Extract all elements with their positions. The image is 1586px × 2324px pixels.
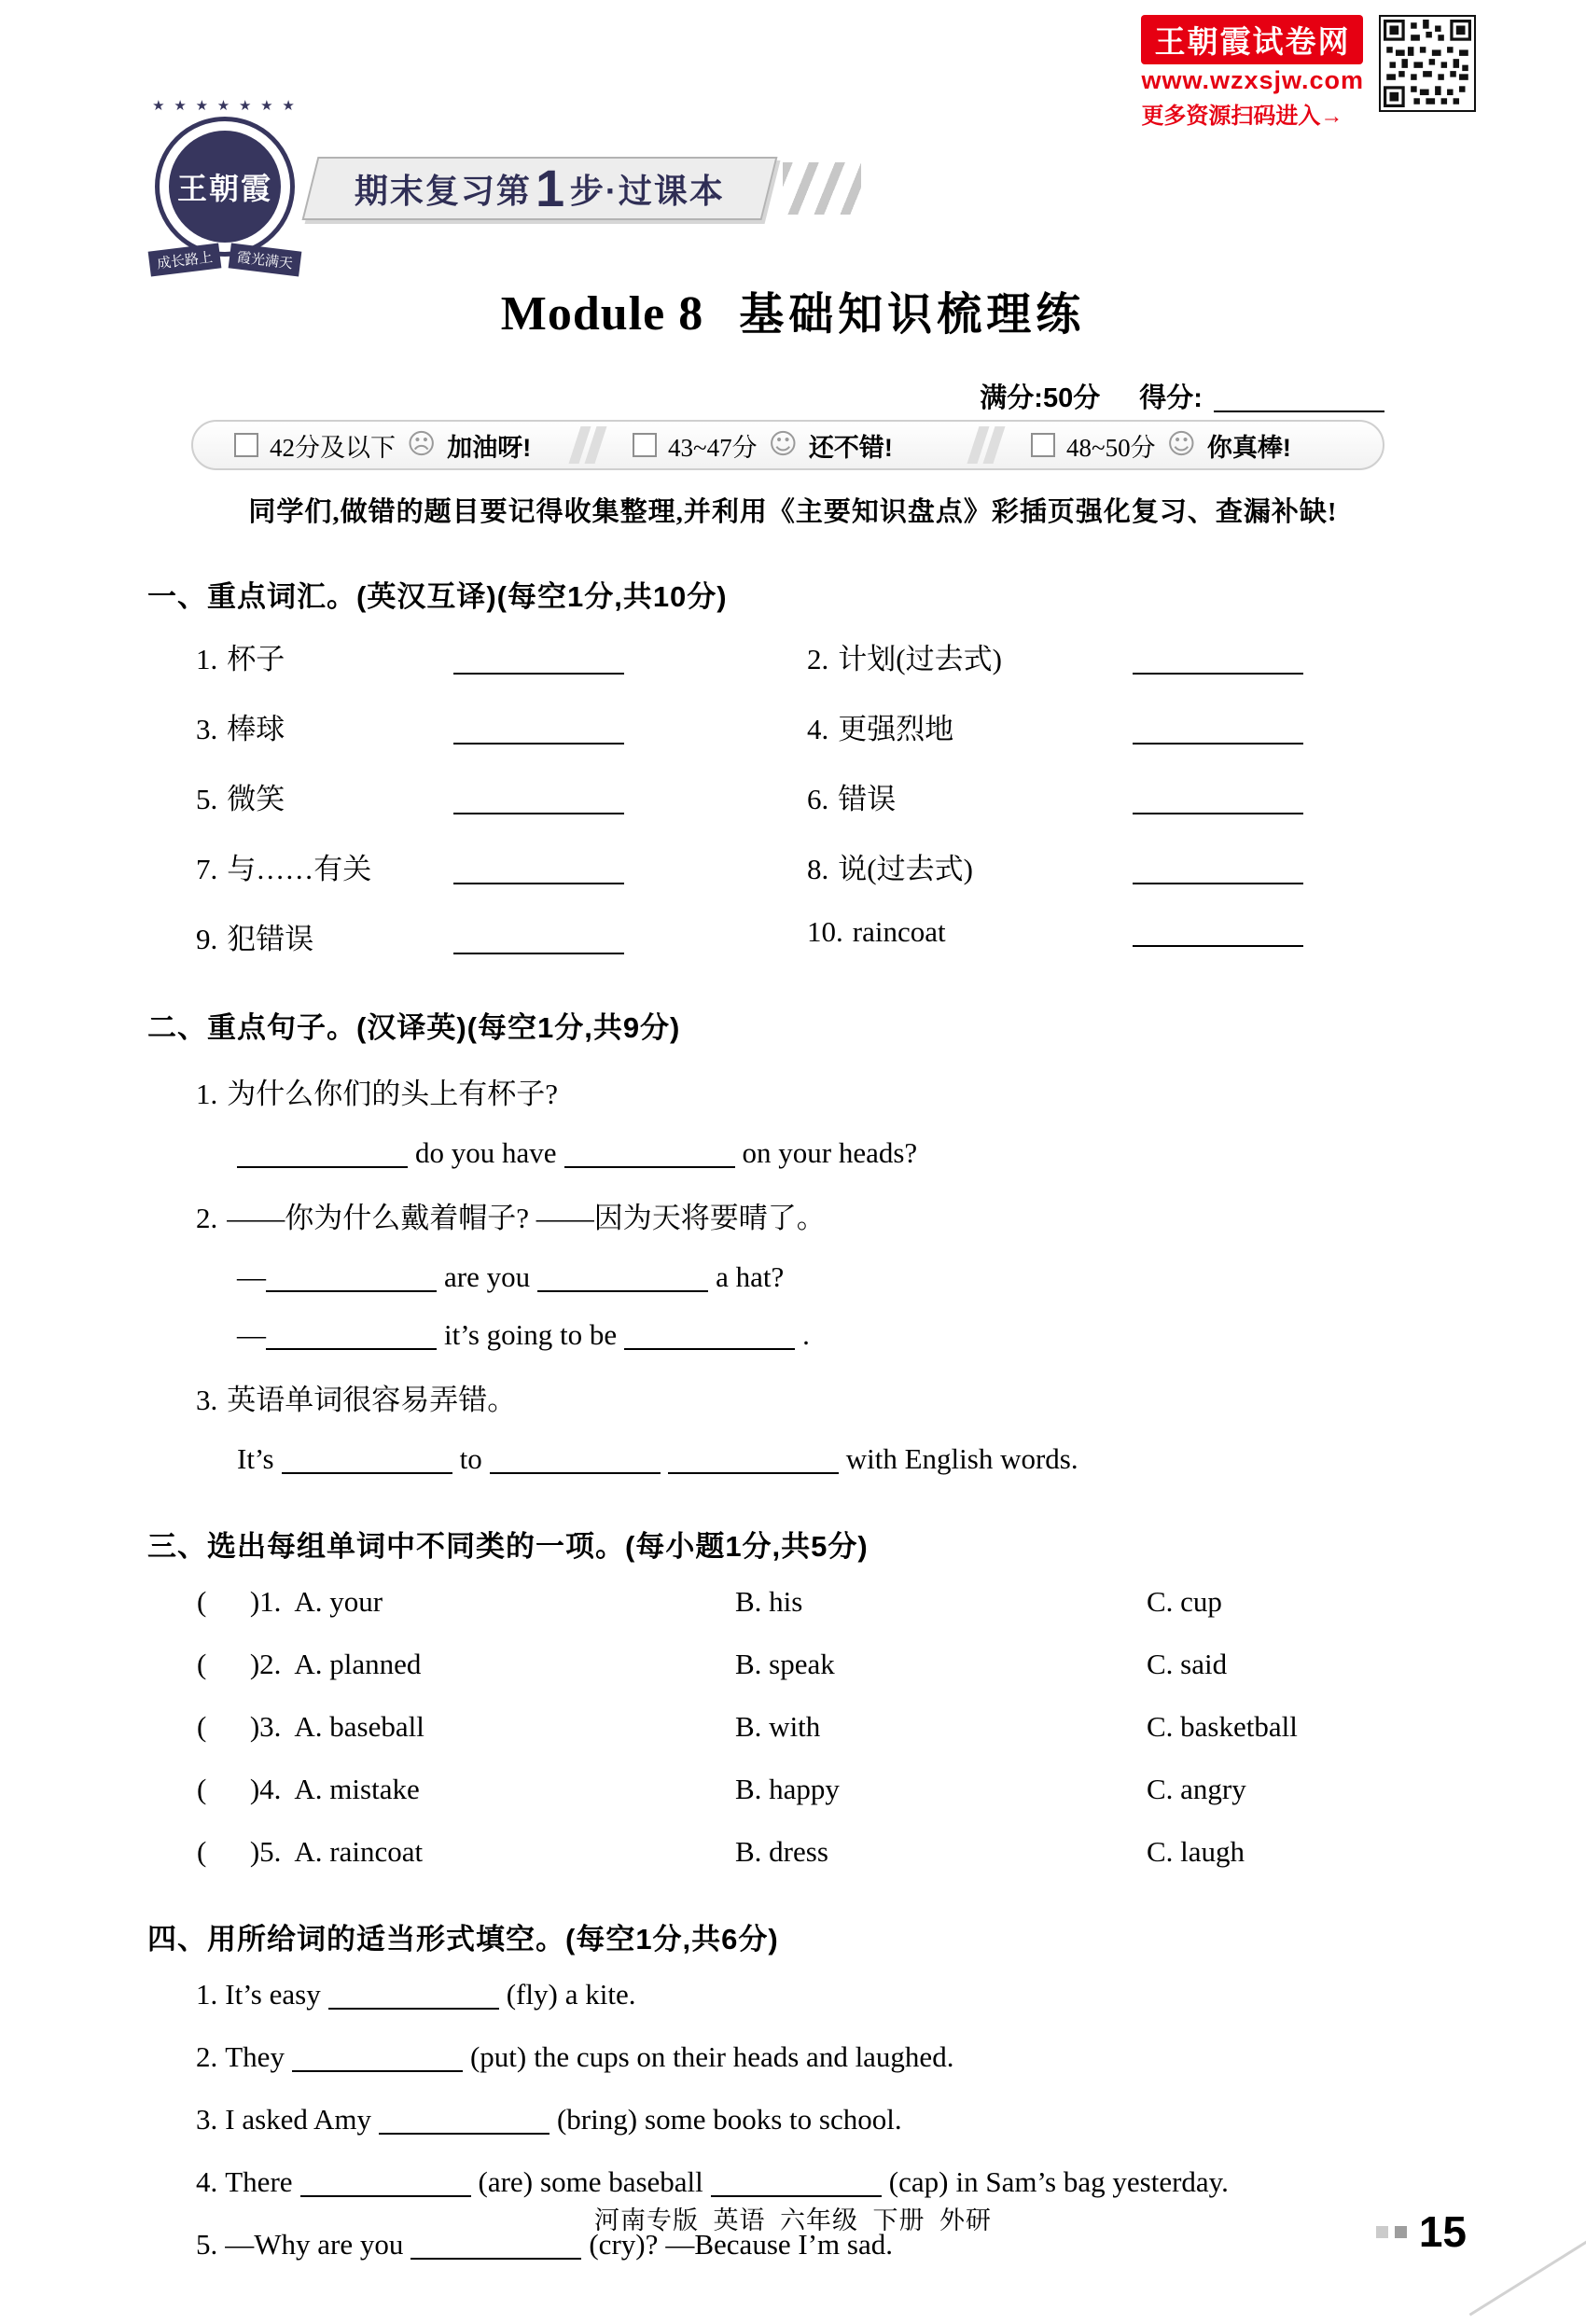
review-step-banner [310,157,861,220]
item-word: 说(过去式) [838,853,973,885]
word-hint: (fly) [506,1978,558,2011]
full-score-label: 满分:50分 [980,383,1101,413]
separator-decoration [971,426,1003,464]
badge-name: 王朝霞 [169,131,281,243]
vocab-grid [196,635,1446,957]
qr-code-icon [1379,15,1476,112]
answer-blank[interactable] [1133,716,1303,745]
sentence-fragment: a hat? [716,1260,785,1293]
item-number: 1. [196,643,218,675]
score-checkbox-high[interactable] [1031,433,1055,457]
sentence-fragment: some baseball [540,2165,703,2198]
word-hint: (are) [478,2165,534,2198]
item-number: 3. [196,713,218,745]
item-number: 10. [807,915,843,948]
sentence-fragment: to [459,1442,482,1475]
smiley-face-icon: ☺ [768,428,798,461]
sentence-question [196,1070,1446,1170]
brand-block [1141,15,1476,130]
question-english-line [237,1260,1446,1294]
square-decoration [1376,2226,1388,2238]
sad-face-icon: ☹ [407,428,437,461]
score-checkbox-low[interactable] [234,433,258,457]
brand-qr-hint: 更多资源扫码进入→ [1141,104,1343,129]
item-number: 8. [807,853,829,885]
section-choice [147,1523,1446,1869]
answer-blank[interactable] [624,1321,795,1350]
publisher-badge [136,97,313,272]
option-a: A. your [294,1585,383,1618]
badge-stars-icon: ★ ★ ★ ★ ★ ★ ★ [152,99,298,114]
item-word: 杯子 [227,643,285,675]
item-number: 5. [196,2228,218,2261]
brand-text [1141,15,1364,130]
fill-question-row [196,2103,1446,2136]
item-number: 1. [259,1585,282,1618]
dialogue-dash: — [237,1260,266,1293]
choice-question-row [197,1648,1446,1681]
page-number: 15 [1418,2207,1467,2256]
banner-prefix: 期末复习第 [355,171,533,210]
badge-circle [155,117,295,257]
section4-heading: 四、用所给词的适当形式填空。(每空1分,共6分) [147,1923,779,1955]
item-number: 5. [259,1835,282,1868]
section1-heading: 一、重点词汇。(英汉互译)(每空1分,共10分) [147,580,728,613]
item-number: 1. [196,1078,218,1110]
word-hint: (put) [469,2040,527,2073]
answer-bracket[interactable]: ( ) [197,1585,260,1618]
sentence-fragment: They [225,2040,285,2073]
score-range-low: 42分及以下 [270,433,396,462]
fill-question-row [196,2165,1446,2199]
score-level-mid [605,427,971,464]
corner-decoration [1469,2239,1586,2316]
happy-face-icon: ☺ [1166,428,1196,461]
separator-decoration [573,426,605,464]
item-number: 4. [196,2165,218,2198]
item-number: 7. [196,853,218,885]
score-range-high: 48~50分 [1066,433,1156,462]
badge-ribbon-left: 成长路上 [148,243,222,276]
answer-blank[interactable] [668,1445,839,1474]
sentence-fragment: it’s going to be [444,1318,618,1351]
question-text: 为什么你们的头上有杯子? [227,1078,559,1110]
score-level-low [206,427,573,464]
badge-ribbon-right: 霞光满天 [229,243,302,276]
sentence-fragment: on your heads? [742,1136,918,1169]
section2-heading: 二、重点句子。(汉译英)(每空1分,共9分) [147,1011,681,1044]
brand-site-url: www.wzxsjw.com [1141,66,1364,94]
item-word: 与……有关 [227,853,372,885]
sentence-question [196,1376,1446,1476]
vocab-item [807,915,1446,957]
item-number: 3. [259,1710,282,1743]
brand-site-name: 王朝霞试卷网 [1141,15,1363,64]
answer-blank[interactable] [266,1321,437,1350]
notice-text: 同学们,做错的题目要记得收集整理,并利用《主要知识盘点》彩插页强化复习、查漏补缺! [248,497,1338,527]
answer-blank[interactable] [453,856,624,884]
title-text: 基础知识梳理练 [739,290,1086,340]
answer-blank[interactable] [1133,646,1303,675]
vocab-item [196,845,807,887]
option-c: C. cup [1147,1585,1222,1618]
answer-blank[interactable] [300,2168,471,2197]
banner-suffix: 步·过课本 [570,171,726,210]
answer-bracket[interactable]: ( ) [197,1773,260,1805]
answer-blank[interactable] [292,2043,463,2072]
choice-question-row [197,1835,1446,1869]
answer-blank[interactable] [237,1139,408,1168]
answer-blank[interactable] [453,716,624,745]
option-c: C. basketball [1147,1710,1298,1743]
vocab-item [196,915,807,957]
score-range-mid: 43~47分 [668,433,758,462]
item-word: 计划(过去式) [838,643,1002,675]
question-text: ——你为什么戴着帽子? ——因为天将要晴了。 [227,1202,826,1234]
sentence-fragment: a kite. [564,1978,636,2011]
sentence-fragment: in Sam’s bag yesterday. [955,2165,1229,2198]
item-number: 4. [259,1773,282,1805]
score-checkbox-mid[interactable] [633,433,657,457]
vocab-item [196,635,807,677]
choice-question-row [197,1710,1446,1744]
sentence-fragment: some books to school. [645,2103,902,2136]
vocab-item [807,845,1446,887]
answer-blank[interactable] [379,2106,550,2135]
vocab-item [196,705,807,747]
item-word: raincoat [852,915,946,948]
question-english-line [237,1318,1446,1352]
option-a: A. baseball [294,1710,424,1743]
item-word: 棒球 [227,713,285,745]
sentence-fragment: There [225,2165,293,2198]
option-a: A. mistake [294,1773,420,1805]
answer-blank[interactable] [711,2168,882,2197]
fill-question-row [196,2040,1446,2074]
section3-heading: 三、选出每组单词中不同类的一项。(每小题1分,共5分) [147,1530,869,1563]
item-number: 5. [196,783,218,815]
item-number: 2. [196,1202,218,1234]
sentence-fragment: —Because I’m sad. [665,2228,893,2261]
question-chinese [196,1070,1446,1112]
question-english-line [237,1136,1446,1170]
answer-blank[interactable] [1133,786,1303,814]
vocab-item [196,775,807,817]
option-b: B. speak [735,1648,835,1680]
item-number: 6. [807,783,829,815]
sentence-fragment: with English words. [845,1442,1078,1475]
option-a: A. planned [294,1648,422,1680]
item-number: 4. [807,713,829,745]
option-c: C. said [1147,1648,1228,1680]
worksheet-body [147,573,1446,2308]
item-word: 微笑 [227,783,285,815]
choice-question-row [197,1773,1446,1806]
banner-shape [302,157,778,220]
sentence-fragment: I asked Amy [225,2103,371,2136]
score-praise-low: 加油呀! [447,433,532,462]
item-number: 2. [196,2040,218,2073]
item-word: 犯错误 [227,923,314,955]
answer-blank[interactable] [453,786,624,814]
badge-ribbons [136,247,313,272]
item-number: 2. [259,1648,282,1680]
item-number: 3. [196,1384,218,1416]
item-number: 1. [196,1978,218,2011]
answer-blank[interactable] [266,1263,437,1292]
sentence-fragment: do you have [415,1136,557,1169]
item-word: 更强烈地 [838,713,954,745]
sentence-fragment: It’s [237,1442,274,1475]
score-label: 得分: [1139,383,1203,413]
score-rating-bar [191,420,1384,470]
sentence-fragment: are you [444,1260,531,1293]
option-b: B. happy [735,1773,840,1805]
option-a: A. raincoat [294,1835,424,1868]
sentence-question [196,1194,1446,1352]
word-hint: (cry)? [589,2228,659,2261]
option-b: B. dress [735,1835,828,1868]
item-number: 2. [807,643,829,675]
sentence-fragment: It’s easy [225,1978,321,2011]
answer-blank[interactable] [1133,918,1303,947]
square-decoration [1395,2226,1407,2238]
question-text: 英语单词很容易弄错。 [227,1384,517,1416]
answer-bracket[interactable]: ( ) [197,1648,260,1680]
answer-blank[interactable] [1133,856,1303,884]
banner-step-number: 1 [536,159,567,217]
item-number: 9. [196,923,218,955]
option-c: C. laugh [1147,1835,1245,1868]
answer-blank[interactable] [537,1263,708,1292]
word-hint: (cap) [888,2165,949,2198]
page-number-block [1376,2207,1467,2256]
score-praise-high: 你真棒! [1206,433,1291,462]
answer-blank[interactable] [564,1139,735,1168]
item-word: 错误 [838,783,897,815]
answer-blank[interactable] [328,1981,499,2010]
dialogue-dash: — [237,1318,266,1351]
vocab-item [807,705,1446,747]
choice-question-row [197,1585,1446,1619]
answer-bracket[interactable]: ( ) [197,1710,260,1743]
answer-blank[interactable] [453,925,624,954]
section-vocabulary [147,573,1446,957]
banner-stripes-decoration [783,162,861,215]
option-c: C. angry [1147,1773,1246,1805]
footer-edition: 河南专版 英语 六年级 下册 外研 [594,2206,992,2234]
sentence-fragment: the cups on their heads and laughed. [534,2040,954,2073]
answer-blank[interactable] [453,646,624,675]
vocab-item [807,775,1446,817]
sentence-fragment: . [802,1318,810,1351]
option-b: B. with [735,1710,821,1743]
fill-question-row [196,1978,1446,2011]
answer-bracket[interactable]: ( ) [197,1835,260,1868]
score-line [980,377,1384,415]
word-hint: (bring) [556,2103,638,2136]
option-b: B. his [735,1585,803,1618]
answer-blank[interactable] [282,1445,452,1474]
item-number: 3. [196,2103,218,2136]
section-sentences [147,1004,1446,1476]
question-chinese [196,1376,1446,1418]
vocab-item [807,635,1446,677]
page-title [0,278,1586,342]
question-english-line [237,1442,1446,1476]
sentence-fragment: —Why are you [225,2228,404,2261]
score-level-high [1003,427,1370,464]
score-answer-blank[interactable] [1214,385,1384,412]
question-chinese [196,1194,1446,1236]
title-module-label: Module 8 [500,287,704,341]
answer-blank[interactable] [490,1445,661,1474]
score-praise-mid: 还不错! [808,433,893,462]
